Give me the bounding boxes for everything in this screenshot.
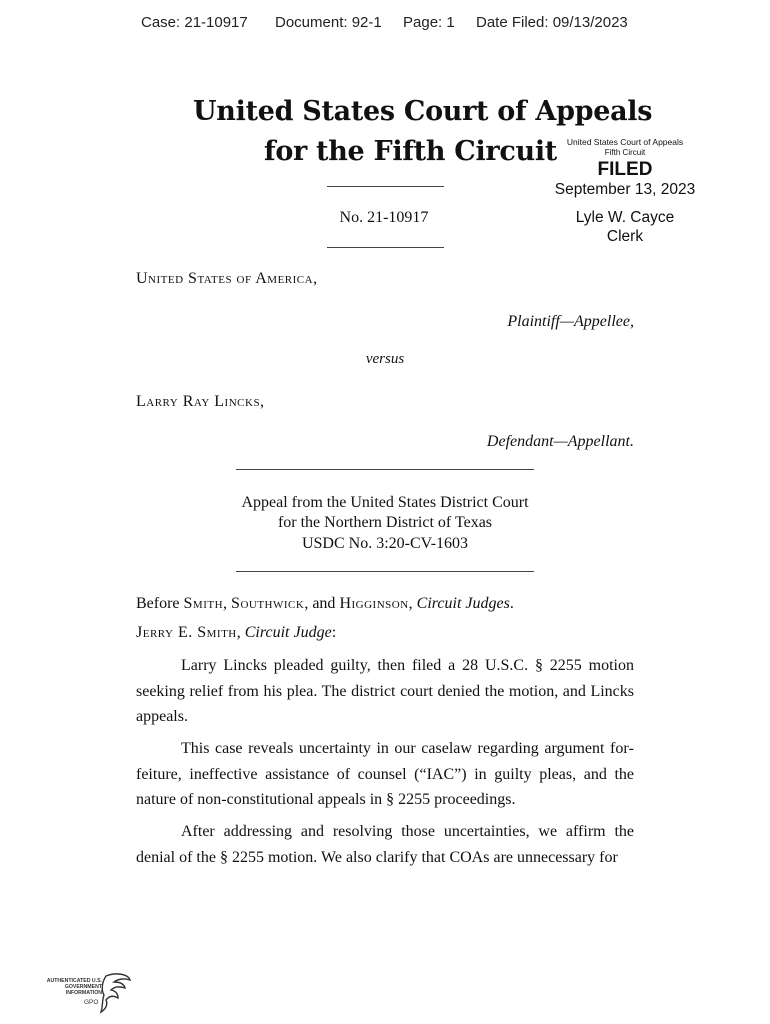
header-date-filed: Date Filed: 09/13/2023: [476, 14, 628, 31]
gpo-label: GPO: [84, 999, 99, 1006]
stamp-clerk-name: Lyle W. Cayce: [575, 209, 675, 226]
court-title-line-1: United States Court of Appeals: [193, 96, 653, 127]
panel-sep-3: ,: [408, 595, 417, 612]
panel-judge-2: Southwick: [231, 595, 305, 612]
case-number: No. 21-10917: [339, 209, 429, 226]
rule-above-appeal: [236, 469, 534, 470]
panel-sep-2: , and: [304, 595, 340, 612]
panel-line: [136, 595, 634, 613]
opinion-paragraph-2: This case reveals uncertainty in our caselaw regarding argument forfeiture, ineffective assistance of counsel (“IAC”) in guilty pleas, and the nature of non-constitutional appeals in § 2255 proceedings.: [136, 740, 634, 808]
panel-end: .: [509, 595, 514, 612]
panel-before: Before: [136, 595, 180, 612]
gpo-authentication-text: AUTHENTICATED U.S. GOVERNMENT INFORMATION: [46, 978, 102, 997]
plaintiff-role: Plaintiff—Appellee,: [507, 313, 634, 330]
stamp-filed: FILED: [597, 159, 653, 180]
panel-judge-3: Higginson: [339, 595, 409, 612]
appeal-line-3: USDC No. 3:20-CV-1603: [301, 535, 469, 552]
opinion-paragraph-3: After addressing and resolving those uncertainties, we affirm the denial of the § 2255 motion. We also clarify that COAs are unnecessary for: [136, 823, 634, 866]
rule-below-appeal: [236, 571, 534, 572]
rule-above-case-number: [327, 186, 444, 187]
stamp-circuit: Fifth Circuit: [604, 148, 646, 157]
rule-below-case-number: [327, 247, 444, 248]
header-document: Document: 92-1: [275, 14, 382, 31]
stamp-clerk-title: Clerk: [606, 228, 644, 245]
appeal-line-1: Appeal from the United States District Court: [241, 494, 529, 511]
author-sep: ,: [236, 624, 245, 641]
gpo-authentication-logo: [44, 972, 134, 1018]
header-page: Page: 1: [403, 14, 455, 31]
author-name: Jerry E. Smith: [136, 624, 237, 641]
stamp-court: United States Court of Appeals: [566, 137, 684, 147]
opinion-paragraph-1: Larry Lincks pleaded guilty, then filed a 28 U.S.C. § 2255 motion seeking relief from his plea. The district court denied the motion, and Lincks appeals.: [136, 657, 634, 725]
defendant-role: Defendant—Appellant.: [486, 433, 634, 450]
author-end: :: [331, 624, 337, 641]
defendant-name: Larry Ray Lincks,: [136, 393, 265, 410]
author-title: Circuit Judge: [244, 624, 332, 641]
court-title-line-2: for the Fifth Circuit: [264, 136, 557, 167]
gpo-eagle-icon: [98, 972, 132, 1016]
author-line: [136, 624, 634, 642]
panel-judge-1: Smith: [183, 595, 224, 612]
panel-judges-title: Circuit Judges: [416, 595, 510, 612]
panel-sep-1: ,: [223, 595, 232, 612]
header-case: Case: 21-10917: [141, 14, 248, 31]
plaintiff-name: United States of America,: [136, 270, 318, 287]
appeal-line-2: for the Northern District of Texas: [277, 514, 493, 531]
document-header: [0, 12, 770, 34]
versus: versus: [365, 351, 405, 367]
stamp-date: September 13, 2023: [554, 181, 696, 198]
